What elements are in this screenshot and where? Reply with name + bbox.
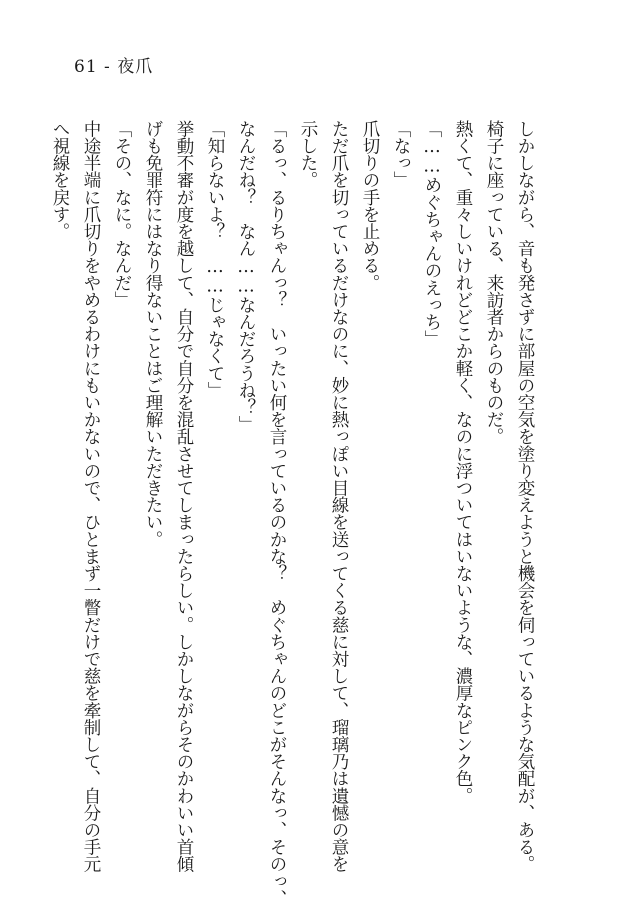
text-line-8: 示した。 <box>298 120 318 189</box>
text-line-3: 熱くて、重々しいけれどどこか軽く、なのに浮ついてはいないような、濃厚なピンク色。 <box>453 120 473 805</box>
running-header <box>74 52 153 77</box>
header-separator: - <box>104 57 111 77</box>
text-line-7: ただ爪を切っているだけなのに、妙に熱っぽい目線を送ってくる慈に対して、瑠璃乃は遺憾の意を <box>329 120 349 873</box>
text-line-12: 挙動不審が度を越して、自分で自分を混乱させてしまったらしい。しかしながらそのかわいい首傾 <box>174 120 194 873</box>
chapter-title: 夜爪 <box>117 57 154 77</box>
text-line-9: 「るっ、るりちゃんっ？ いったい何を言っているのかな？ めぐちゃんのどこがそんなっ、そのっ、 <box>267 120 287 907</box>
text-line-5: 「なっ」 <box>391 120 411 189</box>
text-line-16: へ視線を戻す。 <box>50 120 70 240</box>
page-number: 61 <box>74 57 98 77</box>
text-line-10: なんだね？ なん……なんだろうね？」 <box>236 120 256 433</box>
text-line-6: 爪切りの手を止める。 <box>360 120 380 292</box>
text-line-14: 「その、なに。なんだ」 <box>112 120 132 309</box>
text-line-4: 「……めぐちゃんのえっち」 <box>422 120 442 348</box>
text-line-11: 「知らないよ？ ……じゃなくて」 <box>205 120 225 399</box>
text-line-15: 中途半端に爪切りをやめるわけにもいかないので、ひとまず一瞥だけで慈を牽制して、自分の手元 <box>81 120 101 873</box>
text-line-1: しかしながら、音も発さずに部屋の空気を塗り変えようと機会を伺っているような気配が、ある。 <box>515 120 535 873</box>
text-line-2: 椅子に座っている、来訪者からのものだ。 <box>484 120 504 445</box>
text-line-13: げも免罪符にはなり得ないことはご理解いただきたい。 <box>143 120 163 548</box>
